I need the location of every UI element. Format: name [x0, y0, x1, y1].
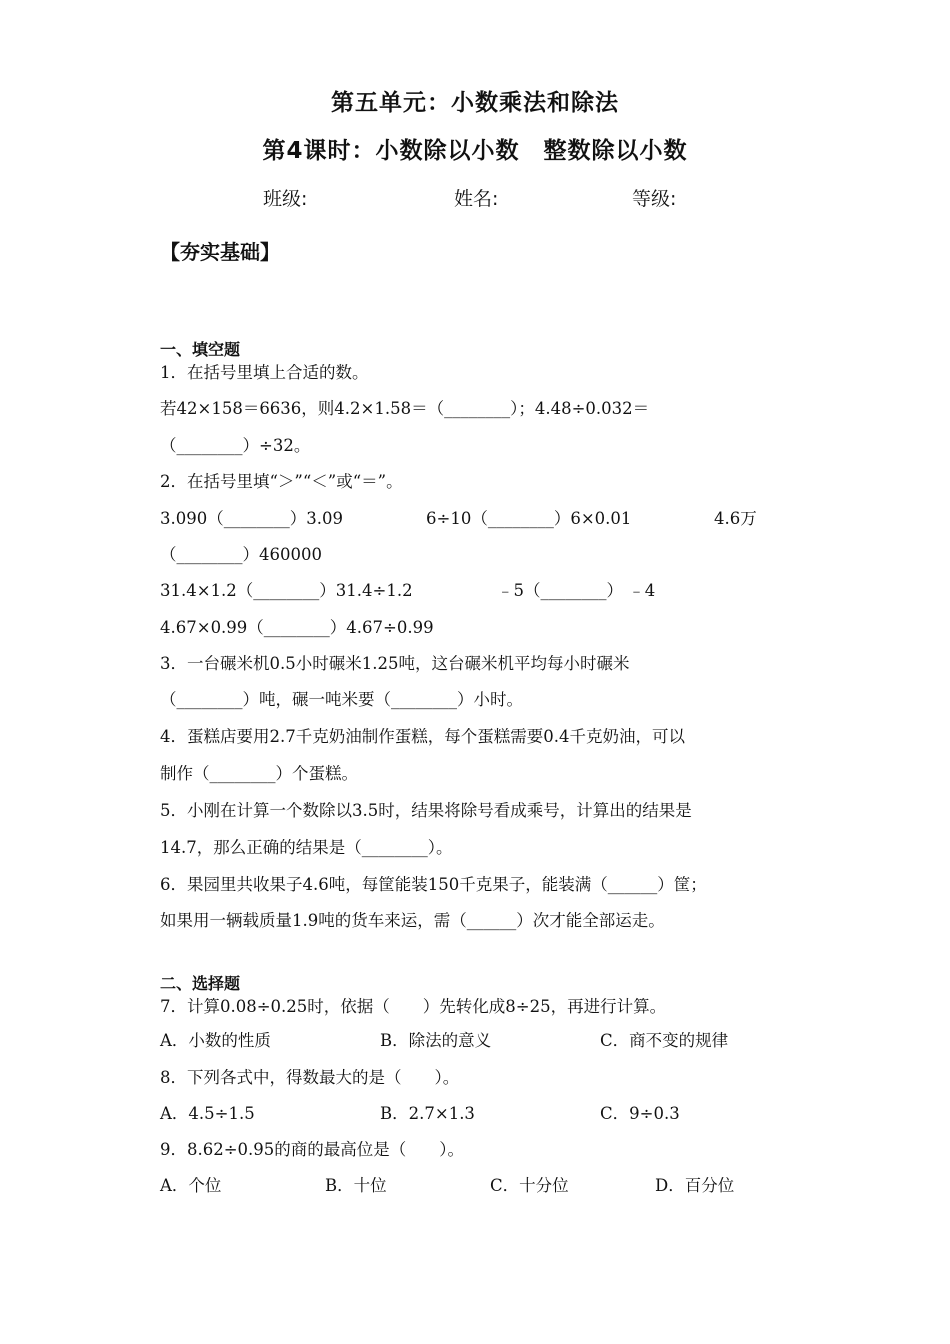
q2-item: 4.67×0.99（________）4.67÷0.99	[160, 618, 434, 637]
section-heading: 【夯实基础】	[160, 240, 280, 264]
lesson-subtitle: 第4课时：小数除以小数 整数除以小数	[262, 138, 688, 164]
q4-stem: 4．蛋糕店要用2.7千克奶油制作蛋糕，每个蛋糕需要0.4千克奶油，可以	[160, 727, 685, 746]
q3-line: （________）吨，碾一吨米要（________）小时。	[160, 690, 523, 709]
q5-line: 14.7，那么正确的结果是（________）。	[160, 838, 453, 857]
part2-heading: 二、选择题	[160, 974, 241, 993]
q2-item: 4.6万	[714, 509, 757, 528]
q2-item: （________）460000	[160, 545, 322, 564]
q7-stem: 7．计算0.08÷0.25时，依据（ ）先转化成8÷25，再进行计算。	[160, 997, 667, 1016]
q1-stem: 1．在括号里填上合适的数。	[160, 363, 369, 382]
q6-stem: 6．果园里共收果子4.6吨，每筐能装150千克果子，能装满（______）筐；	[160, 875, 707, 894]
q4-line: 制作（________）个蛋糕。	[160, 764, 358, 783]
q8-option-b: B．2.7×1.3	[380, 1104, 475, 1123]
q2-item: ﹣5（________） ﹣4	[497, 581, 656, 600]
q2-item: 31.4×1.2（________）31.4÷1.2	[160, 581, 413, 600]
q3-stem: 3．一台碾米机0.5小时碾米1.25吨，这台碾米机平均每小时碾米	[160, 654, 630, 673]
grade-label: 等级:	[632, 188, 677, 210]
q1-line: 若42×158＝6636，则4.2×1.58＝（________）；4.48÷0.032＝	[160, 399, 650, 418]
q2-stem: 2．在括号里填“＞”“＜”或“＝”。	[160, 472, 403, 491]
q7-option-b: B．除法的意义	[380, 1031, 492, 1050]
q9-option-a: A．个位	[160, 1176, 222, 1195]
unit-title: 第五单元：小数乘法和除法	[331, 90, 619, 116]
q5-stem: 5．小刚在计算一个数除以3.5时，结果将除号看成乘号，计算出的结果是	[160, 801, 692, 820]
q2-item: 3.090（________）3.09	[160, 509, 343, 528]
q7-option-a: A．小数的性质	[160, 1031, 271, 1050]
q9-option-c: C．十分位	[490, 1176, 569, 1195]
q6-line: 如果用一辆载质量1.9吨的货车来运，需（______）次才能全部运走。	[160, 911, 665, 930]
name-label: 姓名:	[454, 188, 499, 210]
q8-option-a: A．4.5÷1.5	[160, 1104, 255, 1123]
q8-option-c: C．9÷0.3	[600, 1104, 680, 1123]
q9-option-b: B．十位	[325, 1176, 387, 1195]
q9-option-d: D．百分位	[655, 1176, 735, 1195]
q7-option-c: C．商不变的规律	[600, 1031, 729, 1050]
part1-heading: 一、填空题	[160, 340, 241, 359]
q8-stem: 8．下列各式中，得数最大的是（ ）。	[160, 1068, 460, 1087]
q9-stem: 9．8.62÷0.95的商的最高位是（ ）。	[160, 1140, 465, 1159]
class-label: 班级:	[263, 188, 308, 210]
q2-item: 6÷10（________）6×0.01	[426, 509, 632, 528]
q1-line: （________）÷32。	[160, 436, 311, 455]
